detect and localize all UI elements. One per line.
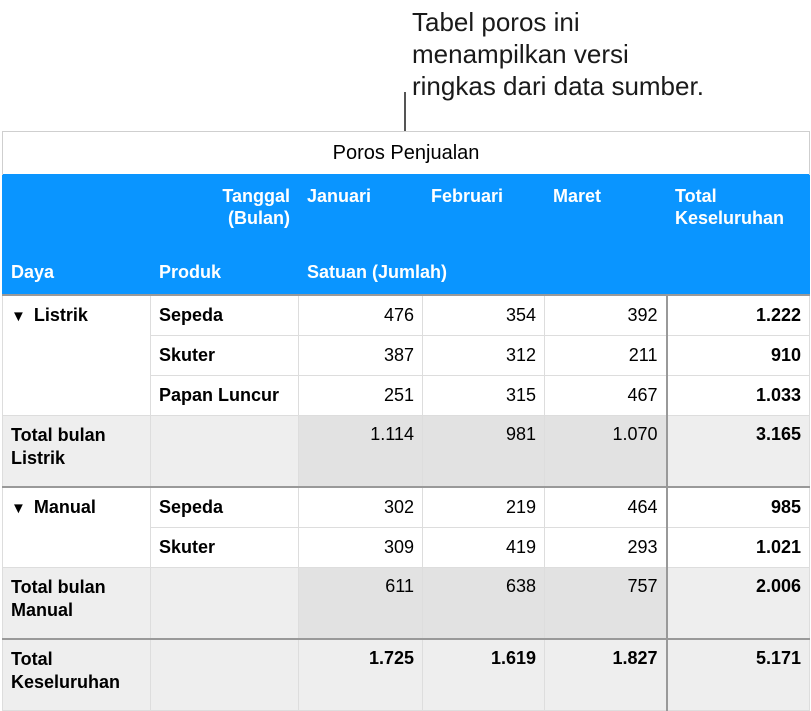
product-cell[interactable]: Skuter xyxy=(151,336,299,376)
subtotal-cell[interactable]: 1.114 xyxy=(299,416,423,488)
grand-total-cell[interactable]: 1.619 xyxy=(423,639,545,711)
value-cell[interactable]: 312 xyxy=(423,336,545,376)
subtotal-label[interactable]: Total bulan Listrik xyxy=(3,416,151,488)
triangle-down-icon[interactable]: ▼ xyxy=(11,308,26,326)
value-cell[interactable]: 251 xyxy=(299,376,423,416)
product-cell[interactable]: Papan Luncur xyxy=(151,376,299,416)
column-header-maret[interactable]: Maret xyxy=(545,175,667,250)
grand-total-label[interactable]: Total Keseluruhan xyxy=(3,639,151,711)
value-cell[interactable]: 419 xyxy=(423,528,545,568)
header-empty xyxy=(3,175,151,250)
row-total-cell[interactable]: 1.033 xyxy=(667,376,810,416)
column-header-total[interactable]: Total Keseluruhan xyxy=(667,175,810,250)
subtotal-total-cell[interactable]: 3.165 xyxy=(667,416,810,488)
row-total-cell[interactable]: 1.021 xyxy=(667,528,810,568)
pivot-table xyxy=(2,131,810,711)
value-cell[interactable]: 315 xyxy=(423,376,545,416)
row-total-cell[interactable]: 985 xyxy=(667,487,810,528)
callout-line xyxy=(404,92,406,132)
value-field-header[interactable]: Satuan (Jumlah) xyxy=(299,250,667,296)
group-spacer xyxy=(3,528,151,568)
value-cell[interactable]: 309 xyxy=(299,528,423,568)
subtotal-cell[interactable]: 638 xyxy=(423,568,545,640)
row-total-cell[interactable]: 1.222 xyxy=(667,295,810,336)
row-header-produk[interactable]: Produk xyxy=(151,250,299,296)
value-cell[interactable]: 387 xyxy=(299,336,423,376)
value-cell[interactable]: 467 xyxy=(545,376,667,416)
grand-total-cell[interactable]: 1.725 xyxy=(299,639,423,711)
value-cell[interactable]: 293 xyxy=(545,528,667,568)
product-cell[interactable]: Skuter xyxy=(151,528,299,568)
group-header-manual[interactable] xyxy=(3,487,151,528)
triangle-down-icon[interactable]: ▼ xyxy=(11,500,26,518)
value-cell[interactable]: 392 xyxy=(545,295,667,336)
grand-total-cell[interactable]: 1.827 xyxy=(545,639,667,711)
subtotal-empty xyxy=(151,416,299,488)
header-empty-total xyxy=(667,250,810,296)
subtotal-cell[interactable]: 757 xyxy=(545,568,667,640)
value-cell[interactable]: 354 xyxy=(423,295,545,336)
group-header-listrik[interactable] xyxy=(3,295,151,336)
group-label: Manual xyxy=(33,497,96,518)
subtotal-total-cell[interactable]: 2.006 xyxy=(667,568,810,640)
date-field-header[interactable]: Tanggal (Bulan) xyxy=(151,175,299,250)
value-cell[interactable]: 211 xyxy=(545,336,667,376)
subtotal-cell[interactable]: 1.070 xyxy=(545,416,667,488)
group-spacer xyxy=(3,376,151,416)
column-header-januari[interactable]: Januari xyxy=(299,175,423,250)
subtotal-empty xyxy=(151,568,299,640)
product-cell[interactable]: Sepeda xyxy=(151,295,299,336)
subtotal-cell[interactable]: 981 xyxy=(423,416,545,488)
table-title: Poros Penjualan xyxy=(3,132,810,175)
group-spacer xyxy=(3,336,151,376)
callout-text: Tabel poros ini menampilkan versi ringkas dari data sumber. xyxy=(412,7,704,101)
column-header-februari[interactable]: Februari xyxy=(423,175,545,250)
value-cell[interactable]: 476 xyxy=(299,295,423,336)
group-label: Listrik xyxy=(33,305,88,326)
subtotal-cell[interactable]: 611 xyxy=(299,568,423,640)
value-cell[interactable]: 219 xyxy=(423,487,545,528)
value-cell[interactable]: 302 xyxy=(299,487,423,528)
product-cell[interactable]: Sepeda xyxy=(151,487,299,528)
row-total-cell[interactable]: 910 xyxy=(667,336,810,376)
row-header-daya[interactable]: Daya xyxy=(3,250,151,296)
grand-total-empty xyxy=(151,639,299,711)
grand-total-overall[interactable]: 5.171 xyxy=(667,639,810,711)
subtotal-label[interactable]: Total bulan Manual xyxy=(3,568,151,640)
value-cell[interactable]: 464 xyxy=(545,487,667,528)
